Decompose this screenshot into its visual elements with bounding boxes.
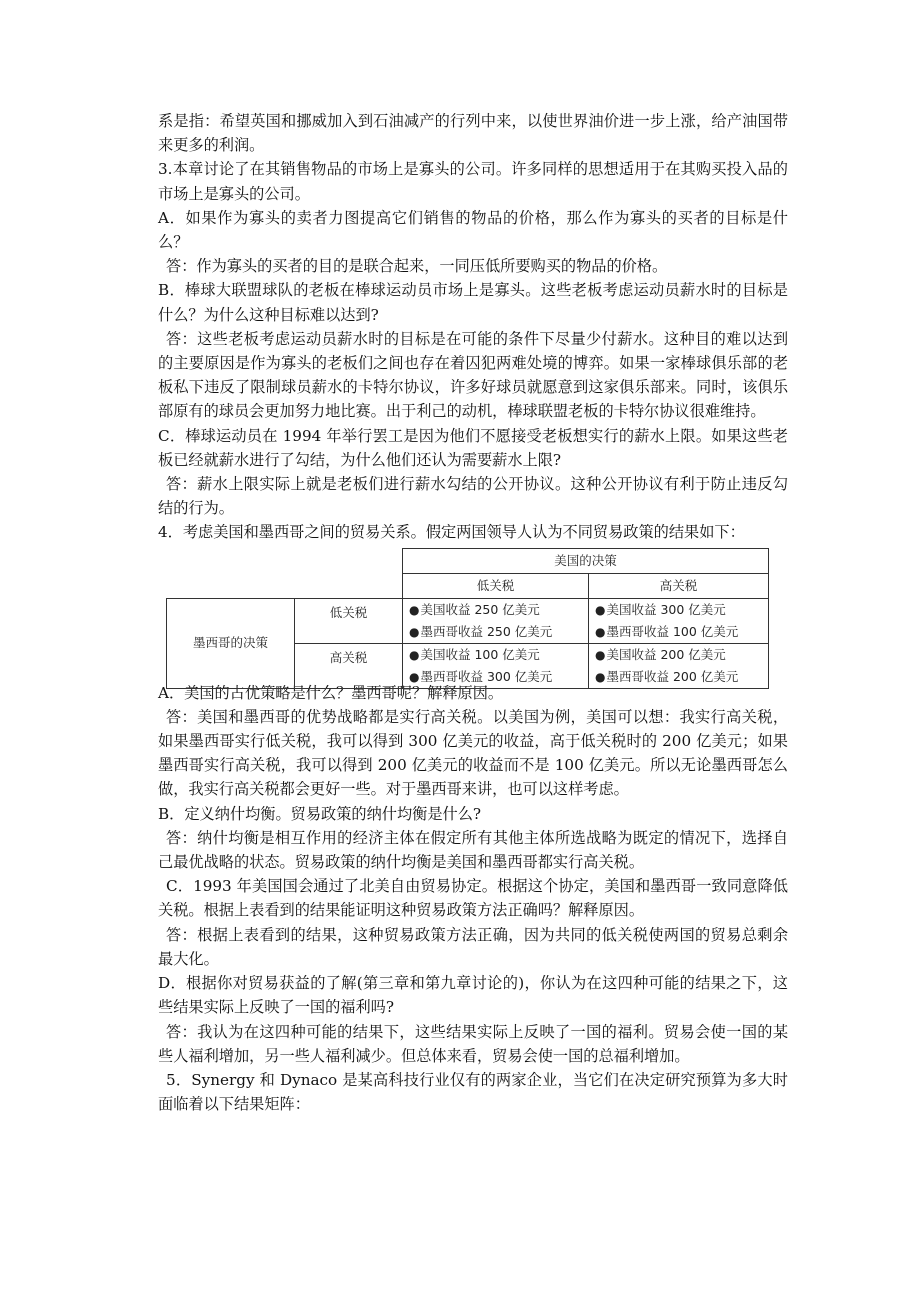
payoff-table — [166, 548, 769, 689]
paragraph: D．根据你对贸易获益的了解(第三章和第九章讨论的)，你认为在这四种可能的结果之下，这些结果实际上反映了一国的福利吗? — [158, 974, 788, 1017]
paragraphs-after-table — [158, 681, 788, 1117]
payoff-line — [409, 644, 582, 666]
bullet-icon: ● — [595, 670, 606, 685]
table-empty-corner — [167, 548, 295, 573]
us-payoff: 美国收益 100 亿美元 — [420, 647, 540, 663]
col-header-high-tariff: 高关税 — [589, 573, 769, 598]
row-header-low-tariff: 低关税 — [295, 599, 403, 644]
answer-paragraph: 答：美国和墨西哥的优势战略都是实行高关税。以美国为例，美国可以想：我实行高关税，如果墨西哥实行低关税，我可以得到 300 亿美元的收益，高于低关税时的 200 亿美元；如果墨西哥实行高关税，我可以得到 200 亿美元的收益而不是 100 亿美元。所以无论墨西哥怎么做，我实行高关税都会更好一些。对于墨西哥来讲，也可以这样考虑。 — [158, 707, 788, 799]
paragraph: A．如果作为寡头的卖者力图提高它们销售的物品的价格，那么作为寡头的买者的目标是什么？ — [158, 208, 788, 252]
paragraph: 3.本章讨论了在其销售物品的市场上是寡头的公司。许多同样的思想适用于在其购买投入品的市场上是寡头的公司。 — [158, 160, 788, 203]
payoff-table-container — [166, 548, 773, 685]
table-cell — [589, 644, 769, 689]
document-body — [158, 109, 788, 1116]
table-empty-corner — [295, 573, 403, 598]
payoff-line — [409, 666, 582, 688]
paragraph: C．1993 年美国国会通过了北美自由贸易协定。根据这个协定，美国和墨西哥一致同意降低关税。根据上表看到的结果能证明这种贸易政策方法正确吗？解释原因。 — [158, 877, 788, 920]
paragraph: B．棒球大联盟球队的老板在棒球运动员市场上是寡头。这些老板考虑运动员薪水时的目标是什么？为什么这种目标难以达到? — [158, 281, 788, 324]
paragraph: C．棒球运动员在 1994 年举行罢工是因为他们不愿接受老板想实行的薪水上限。如果这些老板已经就薪水进行了勾结，为什么他们还认为需要薪水上限? — [158, 426, 788, 469]
bullet-icon: ● — [595, 648, 606, 663]
payoff-line — [409, 599, 582, 621]
bullet-icon: ● — [595, 625, 606, 640]
bullet-icon: ● — [409, 648, 420, 663]
answer-paragraph: 答：这些老板考虑运动员薪水时的目标是在可能的条件下尽量少付薪水。这种目的难以达到的主要原因是作为寡头的老板们之间也存在着囚犯两难处境的博弈。如果一家棒球俱乐部的老板私下违反了限制球员薪水的卡特尔协议，许多好球员就愿意到这家俱乐部来。同时，该俱乐部原有的球员会更加努力地比赛。出于利己的动机，棒球联盟老板的卡特尔协议很难维持。 — [158, 329, 788, 421]
table-cell — [403, 599, 589, 644]
mexico-payoff: 墨西哥收益 300 亿美元 — [420, 669, 553, 685]
us-payoff: 美国收益 250 亿美元 — [420, 602, 540, 618]
paragraph: B．定义纳什均衡。贸易政策的纳什均衡是什么? — [158, 804, 482, 823]
payoff-line — [595, 644, 762, 666]
row-group-header: 墨西哥的决策 — [167, 599, 295, 689]
answer-paragraph: 答：根据上表看到的结果，这种贸易政策方法正确，因为共同的低关税使两国的贸易总剩余最大化。 — [158, 925, 788, 968]
paragraph: 系是指：希望英国和挪威加入到石油减产的行列中来，以使世界油价进一步上涨，给产油国带来更多的利润。 — [158, 112, 788, 155]
paragraph: 4．考虑美国和墨西哥之间的贸易关系。假定两国领导人认为不同贸易政策的结果如下： — [158, 523, 745, 542]
answer-paragraph: 答：作为寡头的买者的目的是联合起来，一同压低所要购买的物品的价格。 — [166, 257, 668, 276]
answer-paragraph: 答：薪水上限实际上就是老板们进行薪水勾结的公开协议。这种公开协议有利于防止违反勾结的行为。 — [158, 475, 788, 518]
payoff-line — [595, 599, 762, 621]
table-cell — [403, 644, 589, 689]
payoff-line — [595, 621, 762, 643]
us-payoff: 美国收益 200 亿美元 — [606, 647, 726, 663]
table-cell — [589, 599, 769, 644]
mexico-payoff: 墨西哥收益 200 亿美元 — [606, 669, 739, 685]
bullet-icon: ● — [595, 603, 606, 618]
paragraph: A．美国的占优策略是什么？墨西哥呢？解释原因。 — [158, 683, 504, 702]
mexico-payoff: 墨西哥收益 250 亿美元 — [420, 624, 553, 640]
col-group-header: 美国的决策 — [403, 548, 769, 573]
bullet-icon: ● — [409, 603, 420, 618]
row-header-high-tariff: 高关税 — [295, 644, 403, 689]
paragraph: 5．Synergy 和 Dynaco 是某高科技行业仅有的两家企业，当它们在决定研究预算为多大时面临着以下结果矩阵： — [158, 1070, 788, 1114]
payoff-line — [409, 621, 582, 643]
us-payoff: 美国收益 300 亿美元 — [606, 602, 726, 618]
payoff-line — [595, 666, 762, 688]
answer-paragraph: 答：我认为在这四种可能的结果下，这些结果实际上反映了一国的福利。贸易会使一国的某些人福利增加，另一些人福利减少。但总体来看，贸易会使一国的总福利增加。 — [158, 1022, 788, 1065]
mexico-payoff: 墨西哥收益 100 亿美元 — [606, 624, 739, 640]
paragraphs-before-table — [158, 109, 788, 545]
table-empty-corner — [167, 573, 295, 598]
bullet-icon: ● — [409, 625, 420, 640]
bullet-icon: ● — [409, 670, 420, 685]
col-header-low-tariff: 低关税 — [403, 573, 589, 598]
table-empty-corner — [295, 548, 403, 573]
answer-paragraph: 答：纳什均衡是相互作用的经济主体在假定所有其他主体所选战略为既定的情况下，选择自己最优战略的状态。贸易政策的纳什均衡是美国和墨西哥都实行高关税。 — [158, 828, 788, 872]
